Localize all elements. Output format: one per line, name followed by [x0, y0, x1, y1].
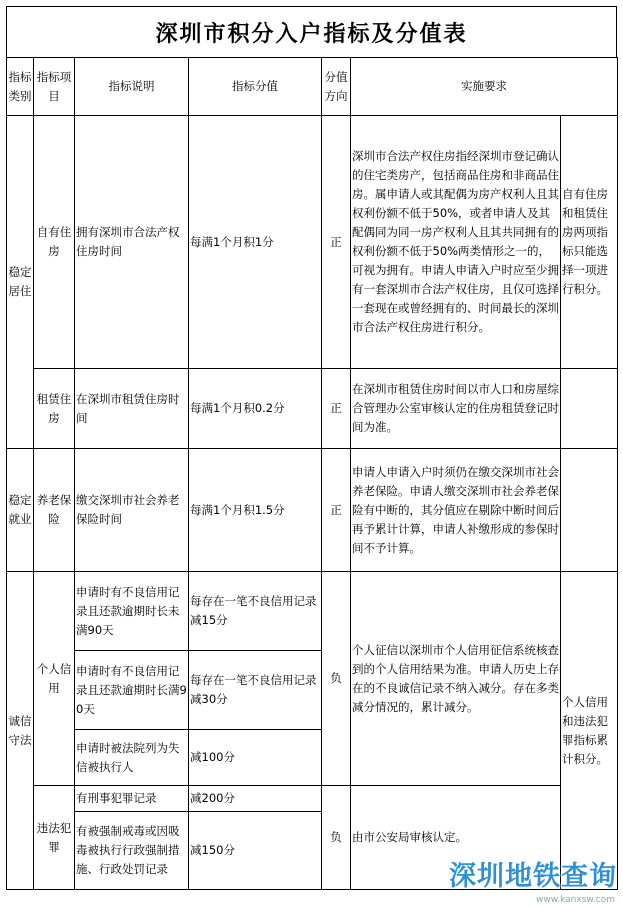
- header-requirement: 实施要求: [351, 58, 618, 116]
- score-pension: 每满1个月积1.5分: [189, 449, 322, 572]
- header-description: 指标说明: [75, 58, 189, 116]
- requirement-own-house: 深圳市合法产权住房指经深圳市登记确认的住宅类房产，包括商品住房和非商品住房。属申请人或其配偶为房产权利人且其权利份额不低于50%，或者申请人及其配偶同为同一房产权利人且其共同拥有的权利份额不低于50%两类情形之一的，可视为拥有。申请人申请入户时应至少拥有一套深圳市合法产权住房，且仅可选择一套现在或曾经拥有的、时间最长的深圳市合法产权住房进行积分。: [351, 116, 561, 369]
- requirement-credit: 个人征信以深圳市个人信用征信系统核查到的个人信用结果为准。申请人历史上存在的不良诚信记录不纳入减分。存在多类减分情况的，累计减分。: [351, 572, 561, 786]
- requirement-law: 由市公安局审核认定。: [351, 786, 561, 890]
- header-direction: 分值方向: [322, 58, 351, 116]
- watermark-url: www.kanxsw.com: [535, 895, 615, 905]
- table-row: [7, 369, 618, 449]
- description-pension: 缴交深圳市社会养老保险时间: [75, 449, 189, 572]
- description-law-1: 有刑事犯罪记录: [75, 786, 189, 812]
- item-law: 违法犯罪: [34, 786, 75, 890]
- score-rental: 每满1个月积0.2分: [189, 369, 322, 449]
- table-header-row: [7, 58, 618, 116]
- item-pension: 养老保险: [34, 449, 75, 572]
- description-rental: 在深圳市租赁住房时间: [75, 369, 189, 449]
- table-row: [7, 572, 618, 651]
- header-score: 指标分值: [189, 58, 322, 116]
- direction-credit: 负: [322, 572, 351, 786]
- note-integrity: 个人信用和违法犯罪指标累计积分。: [561, 572, 618, 890]
- score-credit-1: 每存在一笔不良信用记录减15分: [189, 572, 322, 651]
- table-row: [7, 116, 618, 369]
- direction-own-house: 正: [322, 116, 351, 369]
- score-own-house: 每满1个月积1分: [189, 116, 322, 369]
- category-stable-employment: 稳定就业: [7, 449, 34, 572]
- score-credit-3: 减100分: [189, 730, 322, 786]
- watermark-logo: 深圳地铁查询: [449, 861, 617, 892]
- score-credit-2: 每存在一笔不良信用记录减30分: [189, 651, 322, 730]
- item-credit: 个人信用: [34, 572, 75, 786]
- direction-law: 负: [322, 786, 351, 890]
- category-integrity: 诚信守法: [7, 572, 34, 890]
- header-item: 指标项目: [34, 58, 75, 116]
- score-law-1: 减200分: [189, 786, 322, 812]
- description-credit-1: 申请时有不良信用记录且还款逾期时长未满90天: [75, 572, 189, 651]
- note-employment-empty: [561, 449, 618, 572]
- page-title: 深圳市积分入户指标及分值表: [6, 6, 617, 58]
- item-own-house: 自有住房: [34, 116, 75, 369]
- table-row: [7, 449, 618, 572]
- score-table: [6, 57, 618, 890]
- note-residence: 自有住房和租赁住房两项指标只能选择一项进行积分。: [561, 116, 618, 369]
- direction-rental: 正: [322, 369, 351, 449]
- header-category: 指标类别: [7, 58, 34, 116]
- requirement-rental: 在深圳市租赁住房时间以市人口和房屋综合管理办公室审核认定的住房租赁登记时间为准。: [351, 369, 561, 449]
- item-rental: 租赁住房: [34, 369, 75, 449]
- score-law-2: 减150分: [189, 812, 322, 890]
- description-law-2: 有被强制戒毒或因吸毒被执行行政强制措施、行政处罚记录: [75, 812, 189, 890]
- description-credit-2: 申请时有不良信用记录且还款逾期时长满90天: [75, 651, 189, 730]
- table-row: [7, 786, 618, 812]
- requirement-pension: 申请人申请入户时须仍在缴交深圳市社会养老保险。申请人缴交深圳市社会养老保险有中断的，其分值应在剔除中断时间后再予累计计算，申请人补缴形成的参保时间不予计算。: [351, 449, 561, 572]
- description-credit-3: 申请时被法院列为失信被执行人: [75, 730, 189, 786]
- note-residence-empty: [561, 369, 618, 449]
- direction-pension: 正: [322, 449, 351, 572]
- category-stable-residence: 稳定居住: [7, 116, 34, 449]
- description-own-house: 拥有深圳市合法产权住房时间: [75, 116, 189, 369]
